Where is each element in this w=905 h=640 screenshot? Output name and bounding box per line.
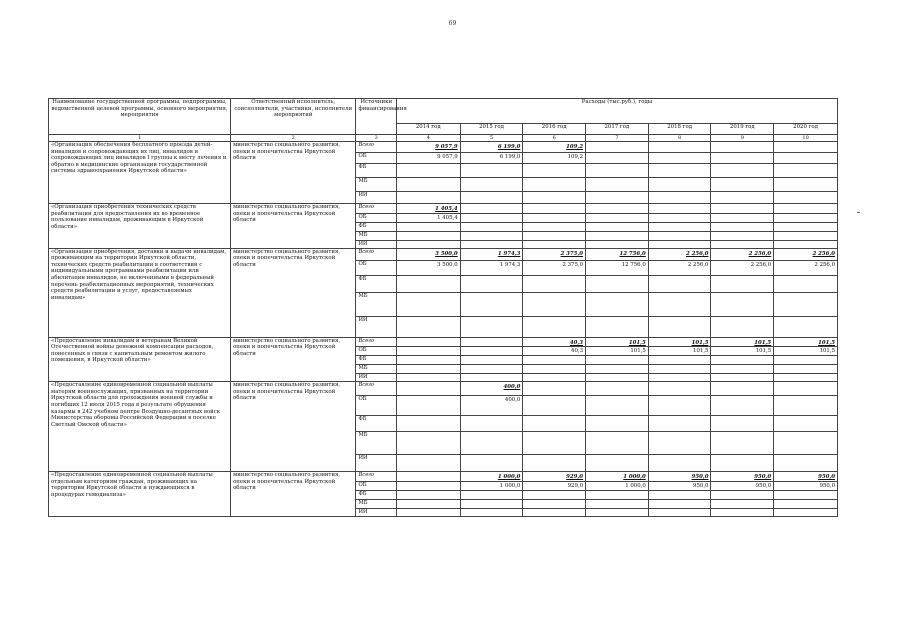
expense-value <box>711 153 774 164</box>
expense-value <box>648 508 711 516</box>
expense-value <box>586 365 649 374</box>
expense-value: 2 256,0 <box>774 248 838 260</box>
expense-value <box>774 178 838 192</box>
column-number: 8 <box>648 135 711 142</box>
column-number: 1 <box>49 135 231 142</box>
expense-value: 2 256,0 <box>774 260 838 275</box>
expense-value <box>774 382 838 396</box>
funding-source: ИИ <box>356 316 396 337</box>
expense-value <box>396 499 460 508</box>
expense-value: 950,0 <box>711 481 774 490</box>
expenses-table <box>48 98 838 517</box>
expense-value: 950,0 <box>774 481 838 490</box>
header-year: 2020 год <box>774 124 838 135</box>
expense-value: 1 000,0 <box>586 481 649 490</box>
table-row <box>49 248 838 260</box>
expense-value: 400,0 <box>460 396 523 416</box>
expense-value: 101,5 <box>711 337 774 347</box>
expense-value <box>523 316 586 337</box>
expense-value: 101,5 <box>711 347 774 356</box>
expense-value <box>586 416 649 432</box>
expense-value <box>648 455 711 472</box>
expense-value <box>586 499 649 508</box>
expense-value <box>648 365 711 374</box>
expense-value: 929,0 <box>523 481 586 490</box>
expense-value <box>523 374 586 382</box>
expense-value <box>396 481 460 490</box>
expense-value: 1 974,3 <box>460 248 523 260</box>
expense-value <box>396 382 460 396</box>
expense-value <box>396 472 460 482</box>
expense-value <box>586 222 649 231</box>
measure-name: «Предоставление единовременной социальной выплаты матерям военнослужащих, призванных на территории Иркутской области для прохождения военной службы и погибших 12 июля 2015 года в результате обрушения казармы в 242 учебном центре Воздушно-десантных войск Министерства обороны Российской Федерации в поселке Светлый Омской области» <box>49 382 231 472</box>
funding-source: ИИ <box>356 374 396 382</box>
expense-value <box>648 490 711 499</box>
expense-value <box>711 499 774 508</box>
expense-value <box>648 178 711 192</box>
expense-value <box>460 240 523 248</box>
margin-mark <box>857 212 860 213</box>
table-row <box>49 472 838 482</box>
expense-value <box>586 374 649 382</box>
funding-source: МБ <box>356 499 396 508</box>
column-number: 2 <box>231 135 356 142</box>
expense-value <box>711 192 774 204</box>
expense-value <box>711 365 774 374</box>
expense-value <box>460 337 523 347</box>
expense-value <box>774 240 838 248</box>
expense-value: 950,0 <box>648 481 711 490</box>
expense-value <box>460 508 523 516</box>
expense-value <box>648 142 711 153</box>
expense-value <box>460 275 523 292</box>
expense-value: 109,2 <box>523 142 586 153</box>
expense-value <box>396 396 460 416</box>
expense-value <box>711 178 774 192</box>
expense-value <box>774 153 838 164</box>
measure-executor: министерство социального развития, опеки и попечительства Иркутской области <box>231 204 356 249</box>
funding-source: ФБ <box>356 222 396 231</box>
expense-value <box>460 204 523 214</box>
expense-value: 2 256,0 <box>648 260 711 275</box>
expense-value <box>396 192 460 204</box>
funding-source: ИИ <box>356 240 396 248</box>
expense-value <box>711 416 774 432</box>
expense-value: 9 057,9 <box>396 153 460 164</box>
funding-source: ОБ <box>356 153 396 164</box>
expense-value <box>523 382 586 396</box>
expense-value <box>586 382 649 396</box>
funding-source: Всего <box>356 204 396 214</box>
expense-value: 1 000,0 <box>460 481 523 490</box>
expense-value <box>711 240 774 248</box>
expense-value <box>523 222 586 231</box>
expense-value <box>586 192 649 204</box>
expense-value <box>711 455 774 472</box>
expense-value <box>460 347 523 356</box>
expense-value: 40,3 <box>523 337 586 347</box>
funding-source: ФБ <box>356 490 396 499</box>
expense-value <box>460 416 523 432</box>
funding-source: ФБ <box>356 164 396 178</box>
expense-value <box>711 316 774 337</box>
expense-value <box>774 356 838 365</box>
expense-value <box>396 292 460 316</box>
expense-value: 40,3 <box>523 347 586 356</box>
expense-value <box>523 292 586 316</box>
funding-source: Всего <box>356 382 396 396</box>
expense-value: 2 256,0 <box>711 260 774 275</box>
expense-value <box>586 204 649 214</box>
funding-source: МБ <box>356 292 396 316</box>
funding-source: МБ <box>356 365 396 374</box>
expense-value <box>648 204 711 214</box>
expense-value <box>396 316 460 337</box>
expense-value: 2 256,0 <box>648 248 711 260</box>
expense-value <box>711 432 774 455</box>
expense-value <box>648 316 711 337</box>
funding-source: ФБ <box>356 275 396 292</box>
expense-value <box>460 213 523 222</box>
column-number: 9 <box>711 135 774 142</box>
expense-value: 101,5 <box>586 347 649 356</box>
expense-value: 400,0 <box>460 382 523 396</box>
expense-value <box>586 164 649 178</box>
expense-value: 1 405,4 <box>396 204 460 214</box>
expense-value: 6 199,0 <box>460 153 523 164</box>
expense-value <box>711 204 774 214</box>
expense-value <box>396 455 460 472</box>
expense-value <box>648 240 711 248</box>
expense-value <box>774 499 838 508</box>
expense-value <box>586 455 649 472</box>
header-year: 2018 год <box>648 124 711 135</box>
expense-value <box>774 374 838 382</box>
expense-value <box>523 178 586 192</box>
expense-value <box>523 432 586 455</box>
expense-value <box>586 490 649 499</box>
expense-value <box>711 396 774 416</box>
expense-value <box>460 164 523 178</box>
expense-value: 9 057,9 <box>396 142 460 153</box>
expense-value <box>523 396 586 416</box>
expense-value <box>586 142 649 153</box>
expense-value <box>774 275 838 292</box>
measure-executor: министерство социального развития, опеки и попечительства Иркутской области <box>231 382 356 472</box>
column-number: 4 <box>396 135 460 142</box>
expense-value: 1 000,0 <box>586 472 649 482</box>
expense-value: 929,0 <box>523 472 586 482</box>
expense-value: 950,0 <box>774 472 838 482</box>
header-year: 2019 год <box>711 124 774 135</box>
expense-value <box>586 231 649 240</box>
measure-name: «Организация приобретения, доставки и выдачи инвалидам, проживающим на территории Иркутской области, технических средств реабилитации в соответствии с индивидуальными программами реабилитации или абилитации инвалидов, не включенными в федеральный перечень реабилитационных мероприятий, технических средств реабилитации и услуг, предоставляемых инвалидам» <box>49 248 231 337</box>
expense-value <box>648 222 711 231</box>
expense-value <box>523 499 586 508</box>
expense-value: 2 256,0 <box>711 248 774 260</box>
expense-value: 3 500,0 <box>396 260 460 275</box>
expense-value <box>460 490 523 499</box>
expense-value: 12 756,0 <box>586 260 649 275</box>
expense-value <box>586 432 649 455</box>
expense-value <box>586 213 649 222</box>
expense-value <box>648 396 711 416</box>
measure-name: «Организация обеспечения бесплатного проезда детей-инвалидов и сопровождающих их лиц, инвалидов и сопровождающих лиц инвалидов I группы к месту лечения и обратно в медицинские организации государственной системы здравоохранения Иркутской области» <box>49 142 231 204</box>
expense-value <box>460 222 523 231</box>
expense-value <box>460 231 523 240</box>
expense-value <box>396 356 460 365</box>
expense-value <box>396 508 460 516</box>
expense-value <box>523 213 586 222</box>
expense-value <box>774 164 838 178</box>
expense-value <box>774 292 838 316</box>
expense-value <box>523 240 586 248</box>
header-source: Источники финансирования <box>356 99 396 135</box>
expense-value <box>460 455 523 472</box>
expense-value <box>711 231 774 240</box>
expense-value <box>711 382 774 396</box>
measure-name: «Организация приобретения технических средств реабилитации для предоставления их во временное пользование инвалидам, проживающим в Иркутской области» <box>49 204 231 249</box>
expense-value <box>711 164 774 178</box>
expense-value <box>460 499 523 508</box>
expense-value <box>774 316 838 337</box>
header-year: 2014 год <box>396 124 460 135</box>
funding-source: ИИ <box>356 192 396 204</box>
expense-value <box>396 231 460 240</box>
measure-executor: министерство социального развития, опеки и попечительства Иркутской области <box>231 248 356 337</box>
expense-value <box>586 508 649 516</box>
measure-executor: министерство социального развития, опеки и попечительства Иркутской области <box>231 337 356 382</box>
expense-value <box>396 222 460 231</box>
expense-value <box>396 365 460 374</box>
measure-executor: министерство социального развития, опеки и попечительства Иркутской области <box>231 142 356 204</box>
column-number: 5 <box>460 135 523 142</box>
expense-value <box>460 178 523 192</box>
expense-value <box>396 164 460 178</box>
expense-value <box>774 192 838 204</box>
funding-source: МБ <box>356 178 396 192</box>
expense-value: 101,5 <box>586 337 649 347</box>
expense-value <box>523 455 586 472</box>
column-number: 3 <box>356 135 396 142</box>
expense-value <box>774 213 838 222</box>
header-year: 2015 год <box>460 124 523 135</box>
expense-value <box>774 396 838 416</box>
expense-value: 101,5 <box>774 337 838 347</box>
measure-name: «Предоставление единовременной социальной выплаты отдельным категориям граждан, проживающих на территории Иркутской области и нуждающихся в процедурах гемодиализа» <box>49 472 231 517</box>
funding-source: МБ <box>356 432 396 455</box>
expense-value <box>774 231 838 240</box>
funding-source: Всего <box>356 337 396 347</box>
table-row <box>49 204 838 214</box>
expense-value <box>648 231 711 240</box>
expense-value <box>523 416 586 432</box>
expense-value <box>711 508 774 516</box>
header-year: 2016 год <box>523 124 586 135</box>
expense-value <box>711 356 774 365</box>
expense-value: 12 756,0 <box>586 248 649 260</box>
funding-source: Всего <box>356 248 396 260</box>
funding-source: МБ <box>356 231 396 240</box>
expense-value <box>586 240 649 248</box>
expense-value <box>396 337 460 347</box>
expense-value <box>396 347 460 356</box>
expense-value: 109,2 <box>523 153 586 164</box>
expense-value <box>460 432 523 455</box>
expense-value: 101,5 <box>774 347 838 356</box>
funding-source: ОБ <box>356 213 396 222</box>
expense-value: 2 375,0 <box>523 248 586 260</box>
expense-value <box>648 374 711 382</box>
funding-source: ОБ <box>356 481 396 490</box>
expense-value <box>396 275 460 292</box>
expense-value <box>396 240 460 248</box>
funding-source: Всего <box>356 142 396 153</box>
expense-value <box>460 365 523 374</box>
expense-value <box>586 396 649 416</box>
expense-value <box>586 316 649 337</box>
expense-value <box>523 204 586 214</box>
column-number: 6 <box>523 135 586 142</box>
expense-value: 3 500,0 <box>396 248 460 260</box>
expense-value <box>396 374 460 382</box>
expense-value <box>460 316 523 337</box>
expense-value <box>396 490 460 499</box>
expense-value: 950,0 <box>648 472 711 482</box>
expense-value <box>523 508 586 516</box>
expense-value <box>523 275 586 292</box>
expense-value <box>586 292 649 316</box>
expense-value <box>648 192 711 204</box>
expense-value <box>460 374 523 382</box>
header-name: Наименование государственной программы, подпрограммы, ведомственной целевой программы, основного мероприятия, мероприятия <box>49 99 231 135</box>
expense-value <box>586 356 649 365</box>
page-number: 69 <box>448 20 457 27</box>
funding-source: ОБ <box>356 347 396 356</box>
expense-value <box>774 365 838 374</box>
expense-value <box>648 356 711 365</box>
expense-value <box>648 153 711 164</box>
table-row <box>49 382 838 396</box>
expense-value <box>396 432 460 455</box>
expense-value <box>648 432 711 455</box>
expense-value <box>774 432 838 455</box>
expense-value <box>774 508 838 516</box>
expense-value <box>460 356 523 365</box>
column-number: 7 <box>586 135 649 142</box>
expense-value <box>774 204 838 214</box>
expense-value: 101,5 <box>648 347 711 356</box>
measure-executor: министерство социального развития, опеки и попечительства Иркутской области <box>231 472 356 517</box>
expense-value <box>711 213 774 222</box>
table-row <box>49 337 838 347</box>
expense-value <box>774 416 838 432</box>
expense-value <box>774 142 838 153</box>
expense-value <box>396 178 460 192</box>
expense-value: 1 000,0 <box>460 472 523 482</box>
table-row <box>49 142 838 153</box>
expense-value <box>586 178 649 192</box>
expense-value <box>460 292 523 316</box>
expense-value <box>648 164 711 178</box>
expense-value <box>523 231 586 240</box>
expense-value <box>648 213 711 222</box>
expense-value <box>774 455 838 472</box>
expense-value: 1 405,4 <box>396 213 460 222</box>
expense-value <box>711 292 774 316</box>
expense-value <box>711 275 774 292</box>
expense-value: 1 974,3 <box>460 260 523 275</box>
funding-source: ОБ <box>356 260 396 275</box>
expense-value <box>586 153 649 164</box>
expense-value <box>523 192 586 204</box>
funding-source: ФБ <box>356 416 396 432</box>
funding-source: ИИ <box>356 455 396 472</box>
header-expenses: Расходы (тыс.руб.), годы <box>396 99 837 124</box>
expense-value <box>523 490 586 499</box>
expense-value <box>711 222 774 231</box>
funding-source: ОБ <box>356 396 396 416</box>
expense-value <box>648 292 711 316</box>
expense-value <box>460 192 523 204</box>
expense-value <box>586 275 649 292</box>
expense-value <box>774 222 838 231</box>
measure-name: «Предоставление инвалидам и ветеранам Великой Отечественной войны денежной компенсации расходов, понесенных в связи с капитальным ремонтом жилого помещения, в Иркутской области» <box>49 337 231 382</box>
funding-source: ИИ <box>356 508 396 516</box>
expense-value: 6 199,0 <box>460 142 523 153</box>
funding-source: Всего <box>356 472 396 482</box>
expense-value <box>648 275 711 292</box>
expense-value <box>396 416 460 432</box>
expense-value <box>711 142 774 153</box>
expense-value: 101,5 <box>648 337 711 347</box>
expense-value <box>523 164 586 178</box>
expense-value <box>648 382 711 396</box>
expense-value <box>711 490 774 499</box>
expense-value: 950,0 <box>711 472 774 482</box>
expense-value <box>711 374 774 382</box>
expense-value: 2 375,0 <box>523 260 586 275</box>
expense-value <box>774 490 838 499</box>
column-number: 10 <box>774 135 838 142</box>
header-year: 2017 год <box>586 124 649 135</box>
funding-source: ФБ <box>356 356 396 365</box>
expense-value <box>648 499 711 508</box>
expense-value <box>523 356 586 365</box>
expense-value <box>523 365 586 374</box>
expense-value <box>648 416 711 432</box>
header-executor: Ответственный исполнитель, соисполнители, участники, исполнители мероприятий <box>231 99 356 135</box>
